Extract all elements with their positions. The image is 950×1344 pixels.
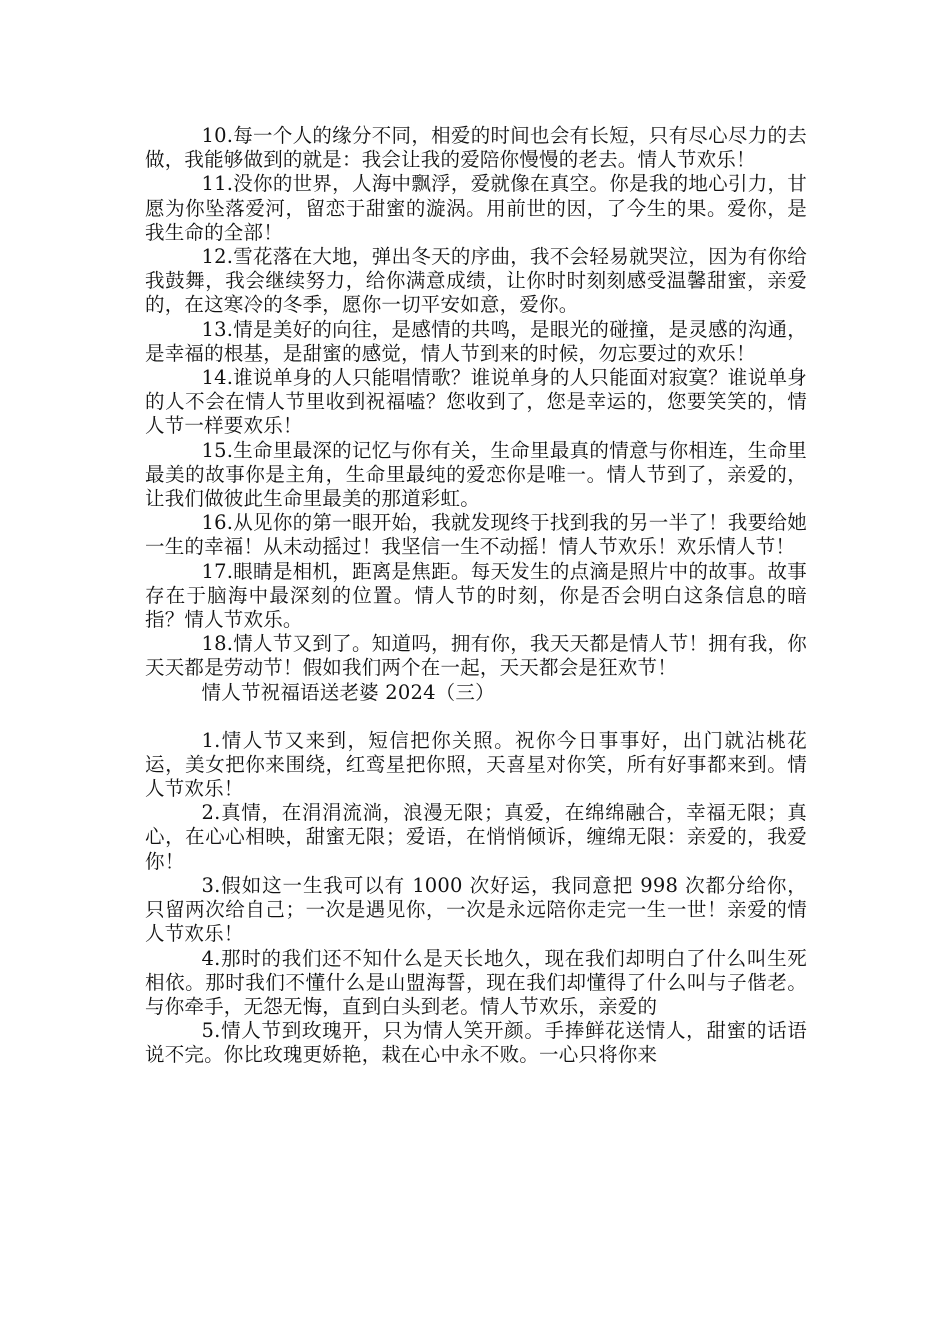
paragraph-3: 3.假如这一生我可以有 1000 次好运，我同意把 998 次都分给你，只留两次给自己；一次是遇见你，一次是永远陪你走完一生一世！亲爱的情人节欢乐！: [145, 873, 807, 946]
paragraph-12: 12.雪花落在大地，弹出冬天的序曲，我不会轻易就哭泣，因为有你给我鼓舞，我会继续努力，给你满意成绩，让你时时刻刻感受温馨甜蜜，亲爱的，在这寒冷的冬季，愿你一切平安如意，爱你。: [145, 245, 807, 317]
paragraph-17: 17.眼睛是相机，距离是焦距。每天发生的点滴是照片中的故事。故事存在于脑海中最深刻的位置。情人节的时刻，你是否会明白这条信息的暗指？情人节欢乐。: [145, 559, 807, 632]
paragraph-13: 13.情是美好的向往，是感情的共鸣，是眼光的碰撞，是灵感的沟通，是幸福的根基，是甜蜜的感觉，情人节到来的时候，勿忘要过的欢乐！: [145, 317, 807, 365]
paragraph-15: 15.生命里最深的记忆与你有关，生命里最真的情意与你相连，生命里最美的故事你是主角，生命里最纯的爱恋你是唯一。情人节到了，亲爱的，让我们做彼此生命里最美的那道彩虹。: [145, 438, 807, 511]
paragraph-16: 16.从见你的第一眼开始，我就发现终于找到我的另一半了！我要给她一生的幸福！从未动摇过！我坚信一生不动摇！情人节欢乐！欢乐情人节！: [145, 511, 807, 559]
paragraph-11: 11.没你的世界，人海中飘浮，爱就像在真空。你是我的地心引力，甘愿为你坠落爱河，留恋于甜蜜的漩涡。用前世的因，了今生的果。爱你，是我生命的全部！: [145, 172, 807, 244]
paragraph-4: 4.那时的我们还不知什么是天长地久，现在我们却明白了什么叫生死相依。那时我们不懂什么是山盟海誓，现在我们却懂得了什么叫与子偕老。与你牵手，无怨无悔，直到白头到老。情人节欢乐，亲爱的: [145, 946, 807, 1018]
paragraph-10: 10.每一个人的缘分不同，相爱的时间也会有长短，只有尽心尽力的去做，我能够做到的就是：我会让我的爱陪你慢慢的老去。情人节欢乐！: [145, 124, 807, 172]
paragraph-18: 18.情人节又到了。知道吗，拥有你，我天天都是情人节！拥有我，你天天都是劳动节！假如我们两个在一起，天天都会是狂欢节！: [145, 632, 807, 680]
paragraph-5: 5.情人节到玫瑰开，只为情人笑开颜。手捧鲜花送情人，甜蜜的话语说不完。你比玫瑰更娇艳，栽在心中永不败。一心只将你来: [145, 1019, 807, 1067]
paragraph-14: 14.谁说单身的人只能唱情歌？谁说单身的人只能面对寂寞？谁说单身的人不会在情人节里收到祝福嗑？您收到了，您是幸运的，您要笑笑的，情人节一样要欢乐！: [145, 366, 807, 438]
document-body: [145, 124, 807, 1068]
paragraph-2: 2.真情，在涓涓流淌，浪漫无限；真爱，在绵绵融合，幸福无限；真心，在心心相映，甜蜜无限；爱语，在悄悄倾诉，缠绵无限：亲爱的，我爱你！: [145, 801, 807, 873]
paragraph-1: 1.情人节又来到，短信把你关照。祝你今日事事好，出门就沾桃花运，美女把你来围绕，红鸾星把你照，天喜星对你笑，所有好事都来到。情人节欢乐！: [145, 728, 807, 801]
section-heading: 情人节祝福语送老婆 2024（三）: [201, 680, 495, 704]
